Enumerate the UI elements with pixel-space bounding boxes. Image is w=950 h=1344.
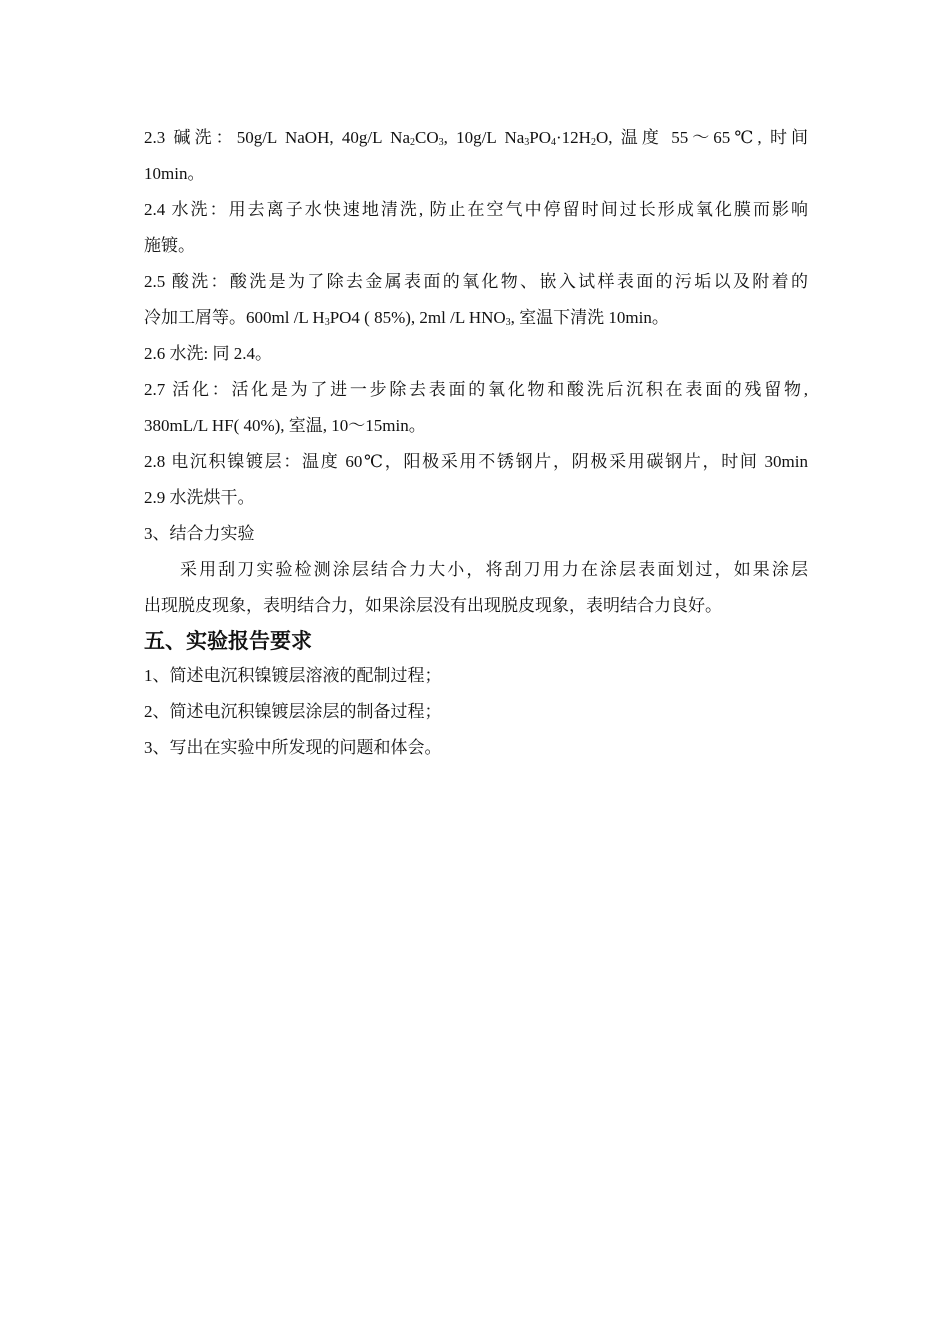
text-segment: ·12H — [556, 128, 591, 147]
text-segment: 2.3 碱洗：50g/L NaOH, 40g/L Na — [144, 128, 410, 147]
text-segment: PO4 ( 85%), 2ml /L HNO — [329, 308, 506, 327]
requirement-item-2: 2、简述电沉积镍镀层涂层的制备过程； — [144, 702, 442, 721]
text-segment: PO — [529, 128, 552, 147]
document-page — [144, 120, 808, 766]
adhesion-paragraph-line-2: 出现脱皮现象，表明结合力，如果涂层没有出现脱皮现象，表明结合力良好。 — [144, 596, 722, 615]
formula-subscript: 4 — [551, 137, 557, 148]
text-segment: , 室温下清洗 10min。 — [510, 308, 669, 327]
step-2-3-line — [144, 120, 808, 156]
formula-subscript: 2 — [590, 137, 596, 148]
requirement-item-3: 3、写出在实验中所发现的问题和体会。 — [144, 738, 442, 757]
text-segment: CO — [415, 128, 439, 147]
section-heading: 五、实验报告要求 — [144, 629, 312, 653]
adhesion-paragraph-line-1: 采用刮刀实验检测涂层结合力大小，将刮刀用力在涂层表面划过，如果涂层 — [180, 560, 808, 579]
step-2-9-line: 2.9 水洗烘干。 — [144, 488, 255, 507]
formula-subscript: 3 — [324, 317, 330, 328]
step-2-4-line: 2.4 水洗：用去离子水快速地清洗, 防止在空气中停留时间过长形成氧化膜而影响 — [144, 200, 808, 219]
formula-subscript: 3 — [524, 137, 530, 148]
text-segment: O, 温度 55～65℃, 时间 — [595, 128, 808, 147]
section-3-title: 3、结合力实验 — [144, 524, 255, 543]
step-2-4-continuation: 施镀。 — [144, 236, 195, 255]
step-2-3-continuation: 10min。 — [144, 164, 205, 183]
text-segment: 冷加工屑等。600ml /L H — [144, 308, 325, 327]
step-2-5-line: 2.5 酸洗：酸洗是为了除去金属表面的氧化物、嵌入试样表面的污垢以及附着的 — [144, 272, 808, 291]
step-2-7-line: 2.7 活化：活化是为了进一步除去表面的氧化物和酸洗后沉积在表面的残留物, — [144, 380, 808, 399]
formula-subscript: 3 — [438, 137, 444, 148]
step-2-5-continuation — [144, 300, 808, 336]
formula-subscript: 3 — [505, 317, 511, 328]
step-2-6-line: 2.6 水洗: 同 2.4。 — [144, 344, 272, 363]
requirement-item-1: 1、简述电沉积镍镀层溶液的配制过程； — [144, 666, 442, 685]
text-segment: , 10g/L Na — [443, 128, 525, 147]
step-2-7-continuation: 380mL/L HF( 40%), 室温, 10～15min。 — [144, 416, 426, 435]
step-2-8-line: 2.8 电沉积镍镀层：温度 60℃，阳极采用不锈钢片，阴极采用碳钢片，时间 30min — [144, 452, 808, 471]
formula-subscript: 2 — [410, 137, 415, 148]
